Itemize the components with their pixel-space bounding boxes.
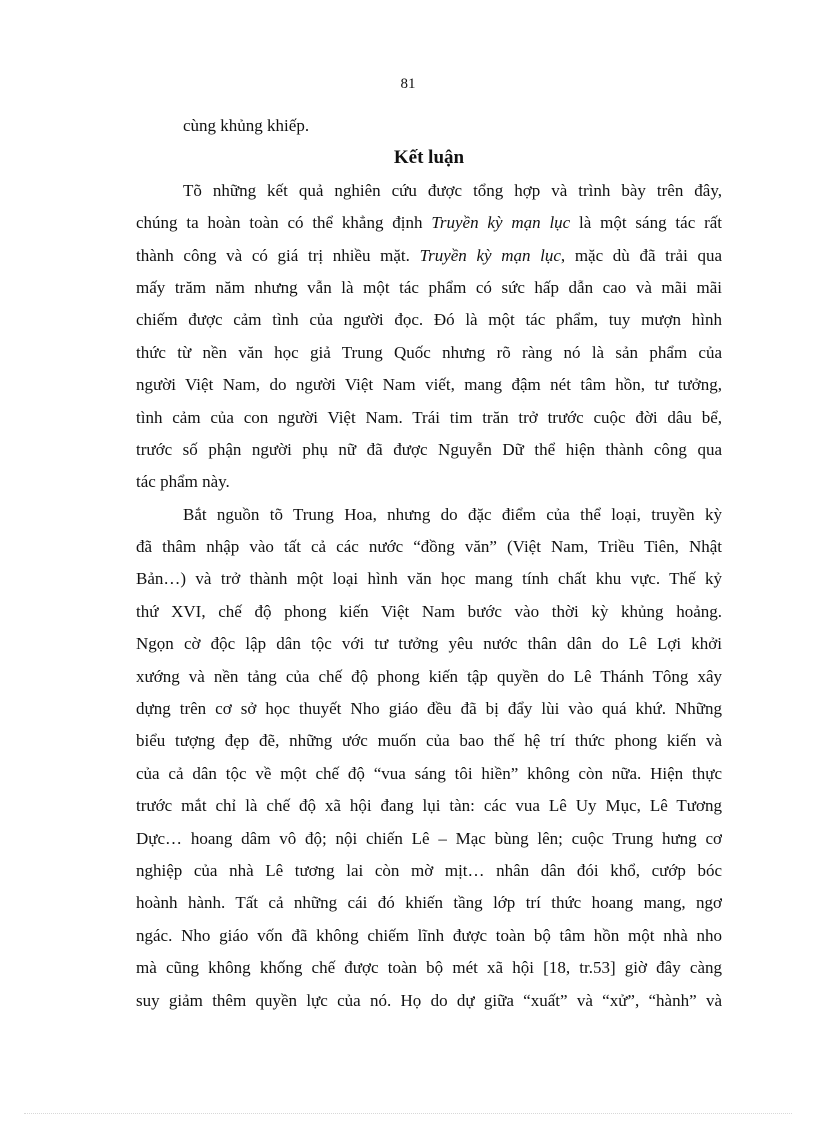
paragraph-line: trước mắt chỉ là chế độ xã hội đang lụi tàn: các vua Lê Uy Mục, Lê Tương: [136, 796, 722, 816]
paragraph-line: mà cũng không khống chế được toàn bộ mét xã hội [18, tr.53] giờ đây càng: [136, 958, 722, 978]
paragraph-line: [136, 240, 722, 272]
paragraph-line: tình cảm của con người Việt Nam. Trái tim trăn trở trước cuộc đời dâu bể,: [136, 407, 722, 427]
paragraph-line: ngác. Nho giáo vốn đã không chiếm lĩnh được toàn bộ tâm hồn một nhà nho: [136, 925, 722, 945]
paragraph-line: Bản…) và trở thành một loại hình văn học mang tính chất khu vực. Thế kỷ: [136, 569, 722, 589]
text-run: , mặc dù đã trải qua: [560, 245, 722, 265]
section-heading: Kết luận: [393, 147, 465, 169]
paragraph-line: Ngọn cờ độc lập dân tộc với tư tưởng yêu nước thân dân do Lê Lợi khởi: [136, 634, 722, 654]
document-body: [136, 110, 722, 1017]
text-run: thành công và có giá trị nhiều mặt.: [136, 245, 420, 265]
paragraph-line: người Việt Nam, do người Việt Nam viết, mang đậm nét tâm hồn, tư tưởng,: [136, 375, 722, 395]
continuation-line: cùng khủng khiếp.: [183, 116, 310, 135]
paragraph-line: dựng trên cơ sở học thuyết Nho giáo đều đã bị đẩy lùi vào quá khứ. Những: [136, 699, 722, 719]
text-run: chúng ta hoàn toàn có thể khẳng định: [136, 213, 432, 233]
paragraph-line: đã thâm nhập vào tất cả các nước “đồng văn” (Việt Nam, Triều Tiên, Nhật: [136, 537, 722, 557]
paragraph-line: [136, 207, 722, 239]
paragraph-2: [136, 499, 722, 1017]
page-bottom-divider: [24, 1113, 792, 1114]
paragraph-line: Dực… hoang dâm vô độ; nội chiến Lê – Mạc bùng lên; cuộc Trung hưng cơ: [136, 828, 722, 848]
paragraph-line: Bắt nguồn tõ Trung Hoa, nhưng do đặc điểm của thể loại, truyền kỳ: [183, 504, 722, 524]
paragraph-line: biểu tượng đẹp đẽ, những ước muốn của bao thế hệ trí thức phong kiến và: [136, 731, 722, 751]
paragraph-line: suy giảm thêm quyền lực của nó. Họ do dự giữa “xuất” và “xử”, “hành” và: [136, 990, 722, 1010]
paragraph-line: trước số phận người phụ nữ đã được Nguyễn Dữ thể hiện thành công qua: [136, 439, 722, 459]
paragraph-line: xướng và nền tảng của chế độ phong kiến tập quyền do Lê Thánh Tông xây: [136, 666, 722, 686]
paragraph-line: mấy trăm năm nhưng vẫn là một tác phẩm có sức hấp dẫn cao và mãi mãi: [136, 277, 722, 297]
book-title: Truyền kỳ mạn lục: [419, 245, 561, 265]
paragraph-line: Tõ những kết quả nghiên cứu được tổng hợp và trình bày trên đây,: [183, 180, 722, 200]
paragraph-line: hoành hành. Tất cả những cái đó khiến tầng lớp trí thức hoang mang, ngơ: [136, 893, 722, 913]
paragraph-line: thứ XVI, chế độ phong kiến Việt Nam bước vào thời kỳ khủng hoảng.: [136, 601, 722, 621]
page-number: 81: [400, 76, 416, 92]
paragraph-line: của cả dân tộc về một chế độ “vua sáng tôi hiền” không còn nữa. Hiện thực: [136, 763, 722, 783]
text-run: là một sáng tác rất: [570, 213, 722, 233]
paragraph-1: [136, 175, 722, 499]
paragraph-line: tác phẩm này.: [136, 472, 230, 492]
paragraph-line: chiếm được cảm tình của người đọc. Đó là một tác phẩm, tuy mượn hình: [136, 310, 722, 330]
paragraph-line: nghiệp của nhà Lê tương lai còn mờ mịt… nhân dân đói khổ, cướp bóc: [136, 860, 722, 880]
book-title: Truyền kỳ mạn lục: [431, 213, 571, 233]
paragraph-line: thức từ nền văn học giả Trung Quốc nhưng rõ ràng nó là sản phẩm của: [136, 342, 722, 362]
